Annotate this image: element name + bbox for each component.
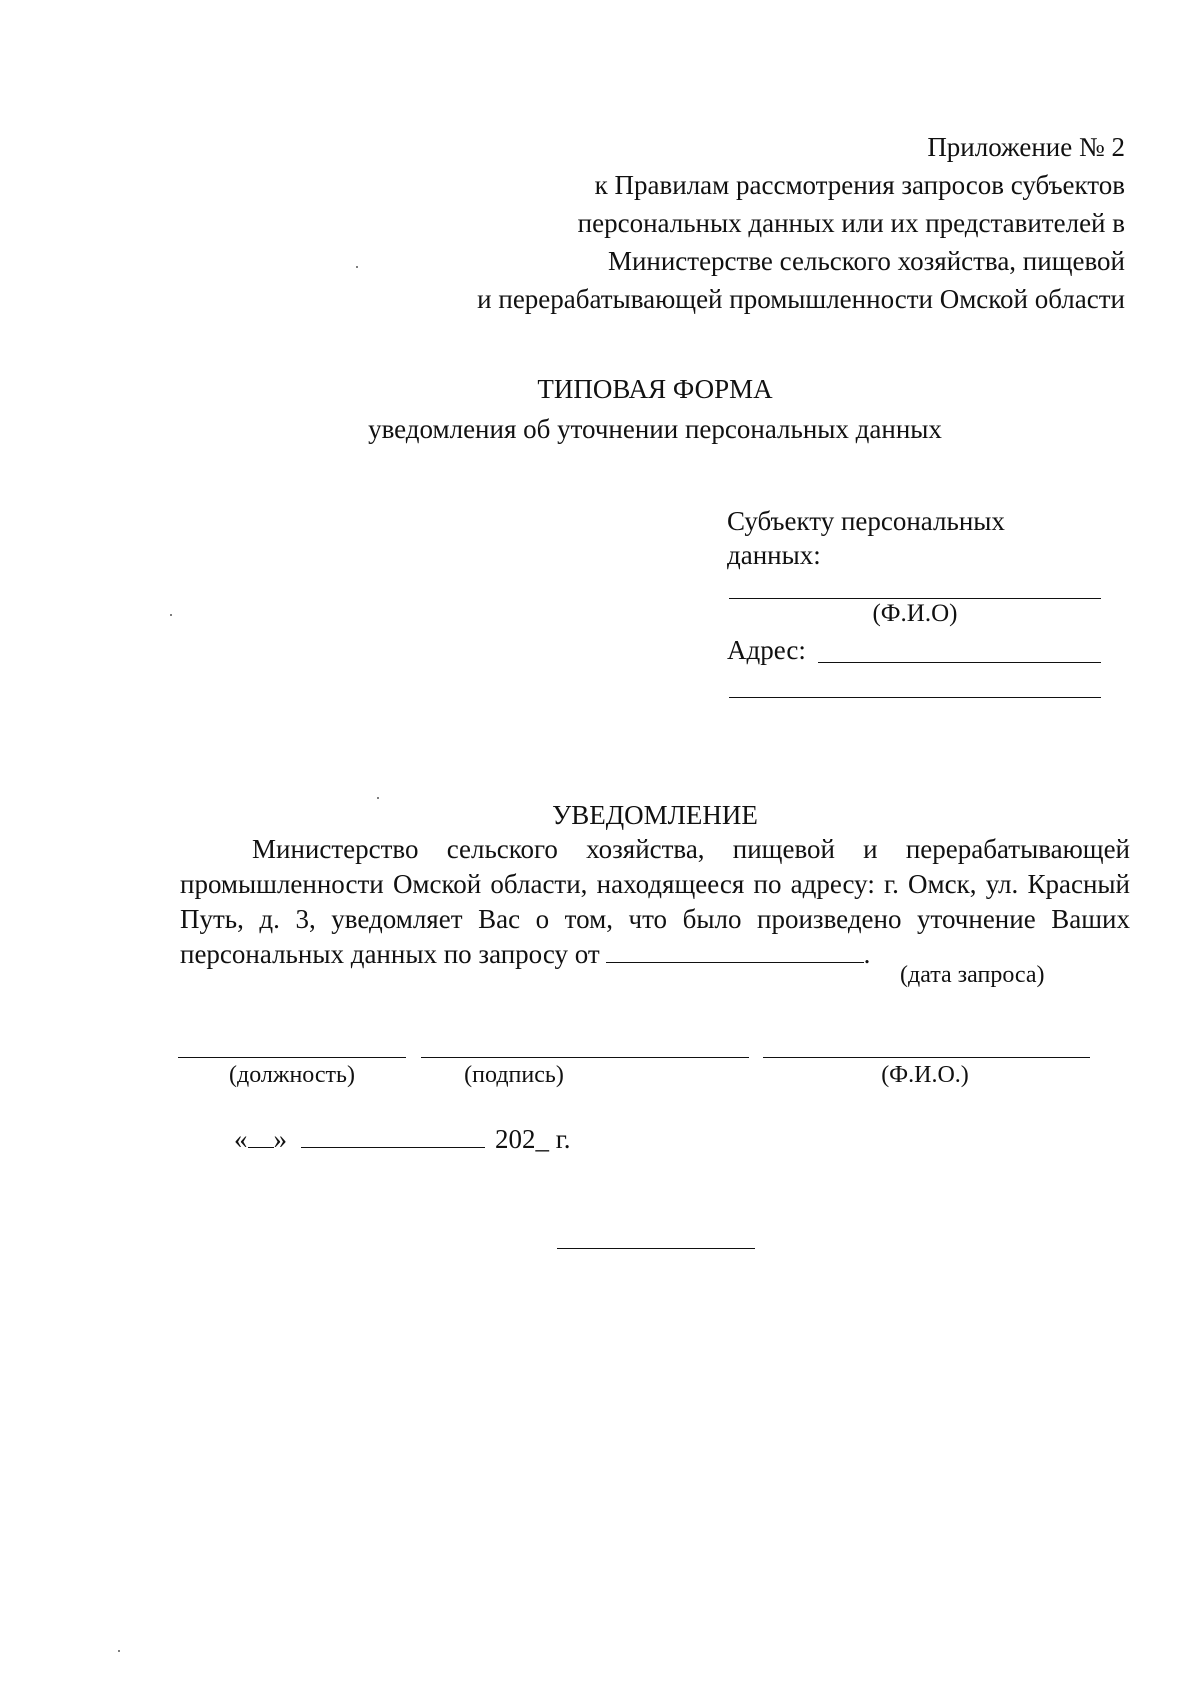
notice-title: УВЕДОМЛЕНИЕ — [552, 800, 758, 830]
position-caption: (должность) — [229, 1062, 355, 1088]
day-field[interactable] — [248, 1125, 274, 1148]
signer-name-caption: (Ф.И.О.) — [881, 1062, 969, 1088]
scan-speck — [356, 266, 358, 268]
signature-field[interactable] — [421, 1057, 749, 1058]
scan-speck — [377, 797, 379, 799]
end-divider — [557, 1248, 755, 1249]
notice-period: . — [863, 939, 871, 969]
appendix-line: Приложение № 2 — [927, 132, 1125, 162]
recipient-fio-caption: (Ф.И.О) — [872, 600, 958, 627]
scan-speck — [170, 614, 172, 616]
position-field[interactable] — [178, 1057, 406, 1058]
form-title: ТИПОВАЯ ФОРМА — [537, 374, 773, 404]
address-field-line-1[interactable] — [818, 662, 1101, 663]
notice-text: Министерство сельского хозяйства, пищевой и перерабатывающей промышленности Омской области, находящееся по адресу: г. Омск, ул. Красный Путь, д. 3, уведомляет Вас о том, что было произведено уточнение Ваших персональных данных по запросу от — [180, 834, 1130, 969]
open-quote: « — [234, 1124, 248, 1154]
address-label: Адрес: — [727, 635, 806, 665]
recipient-label: Субъекту персональных — [727, 506, 1005, 536]
recipient-block — [727, 504, 1107, 572]
recipient-label: данных: — [727, 540, 821, 570]
close-quote: » — [273, 1124, 287, 1154]
signer-name-field[interactable] — [763, 1057, 1090, 1058]
document-date-row — [234, 1122, 571, 1156]
appendix-line: к Правилам рассмотрения запросов субъектов — [594, 170, 1125, 200]
appendix-line: персональных данных или их представителей в — [577, 208, 1125, 238]
appendix-header — [477, 128, 1125, 318]
address-field-line-2[interactable] — [729, 697, 1101, 698]
month-field[interactable] — [301, 1125, 485, 1148]
request-date-field[interactable] — [606, 940, 864, 963]
form-subtitle: уведомления об уточнении персональных данных — [368, 414, 942, 444]
appendix-line: и перерабатывающей промышленности Омской области — [477, 284, 1125, 314]
appendix-line: Министерстве сельского хозяйства, пищевой — [607, 246, 1125, 276]
notice-body — [180, 832, 1130, 972]
year-text: 202_ г. — [495, 1124, 571, 1154]
signature-caption: (подпись) — [464, 1062, 564, 1088]
scan-speck — [118, 1650, 120, 1652]
request-date-caption: (дата запроса) — [900, 962, 1045, 988]
